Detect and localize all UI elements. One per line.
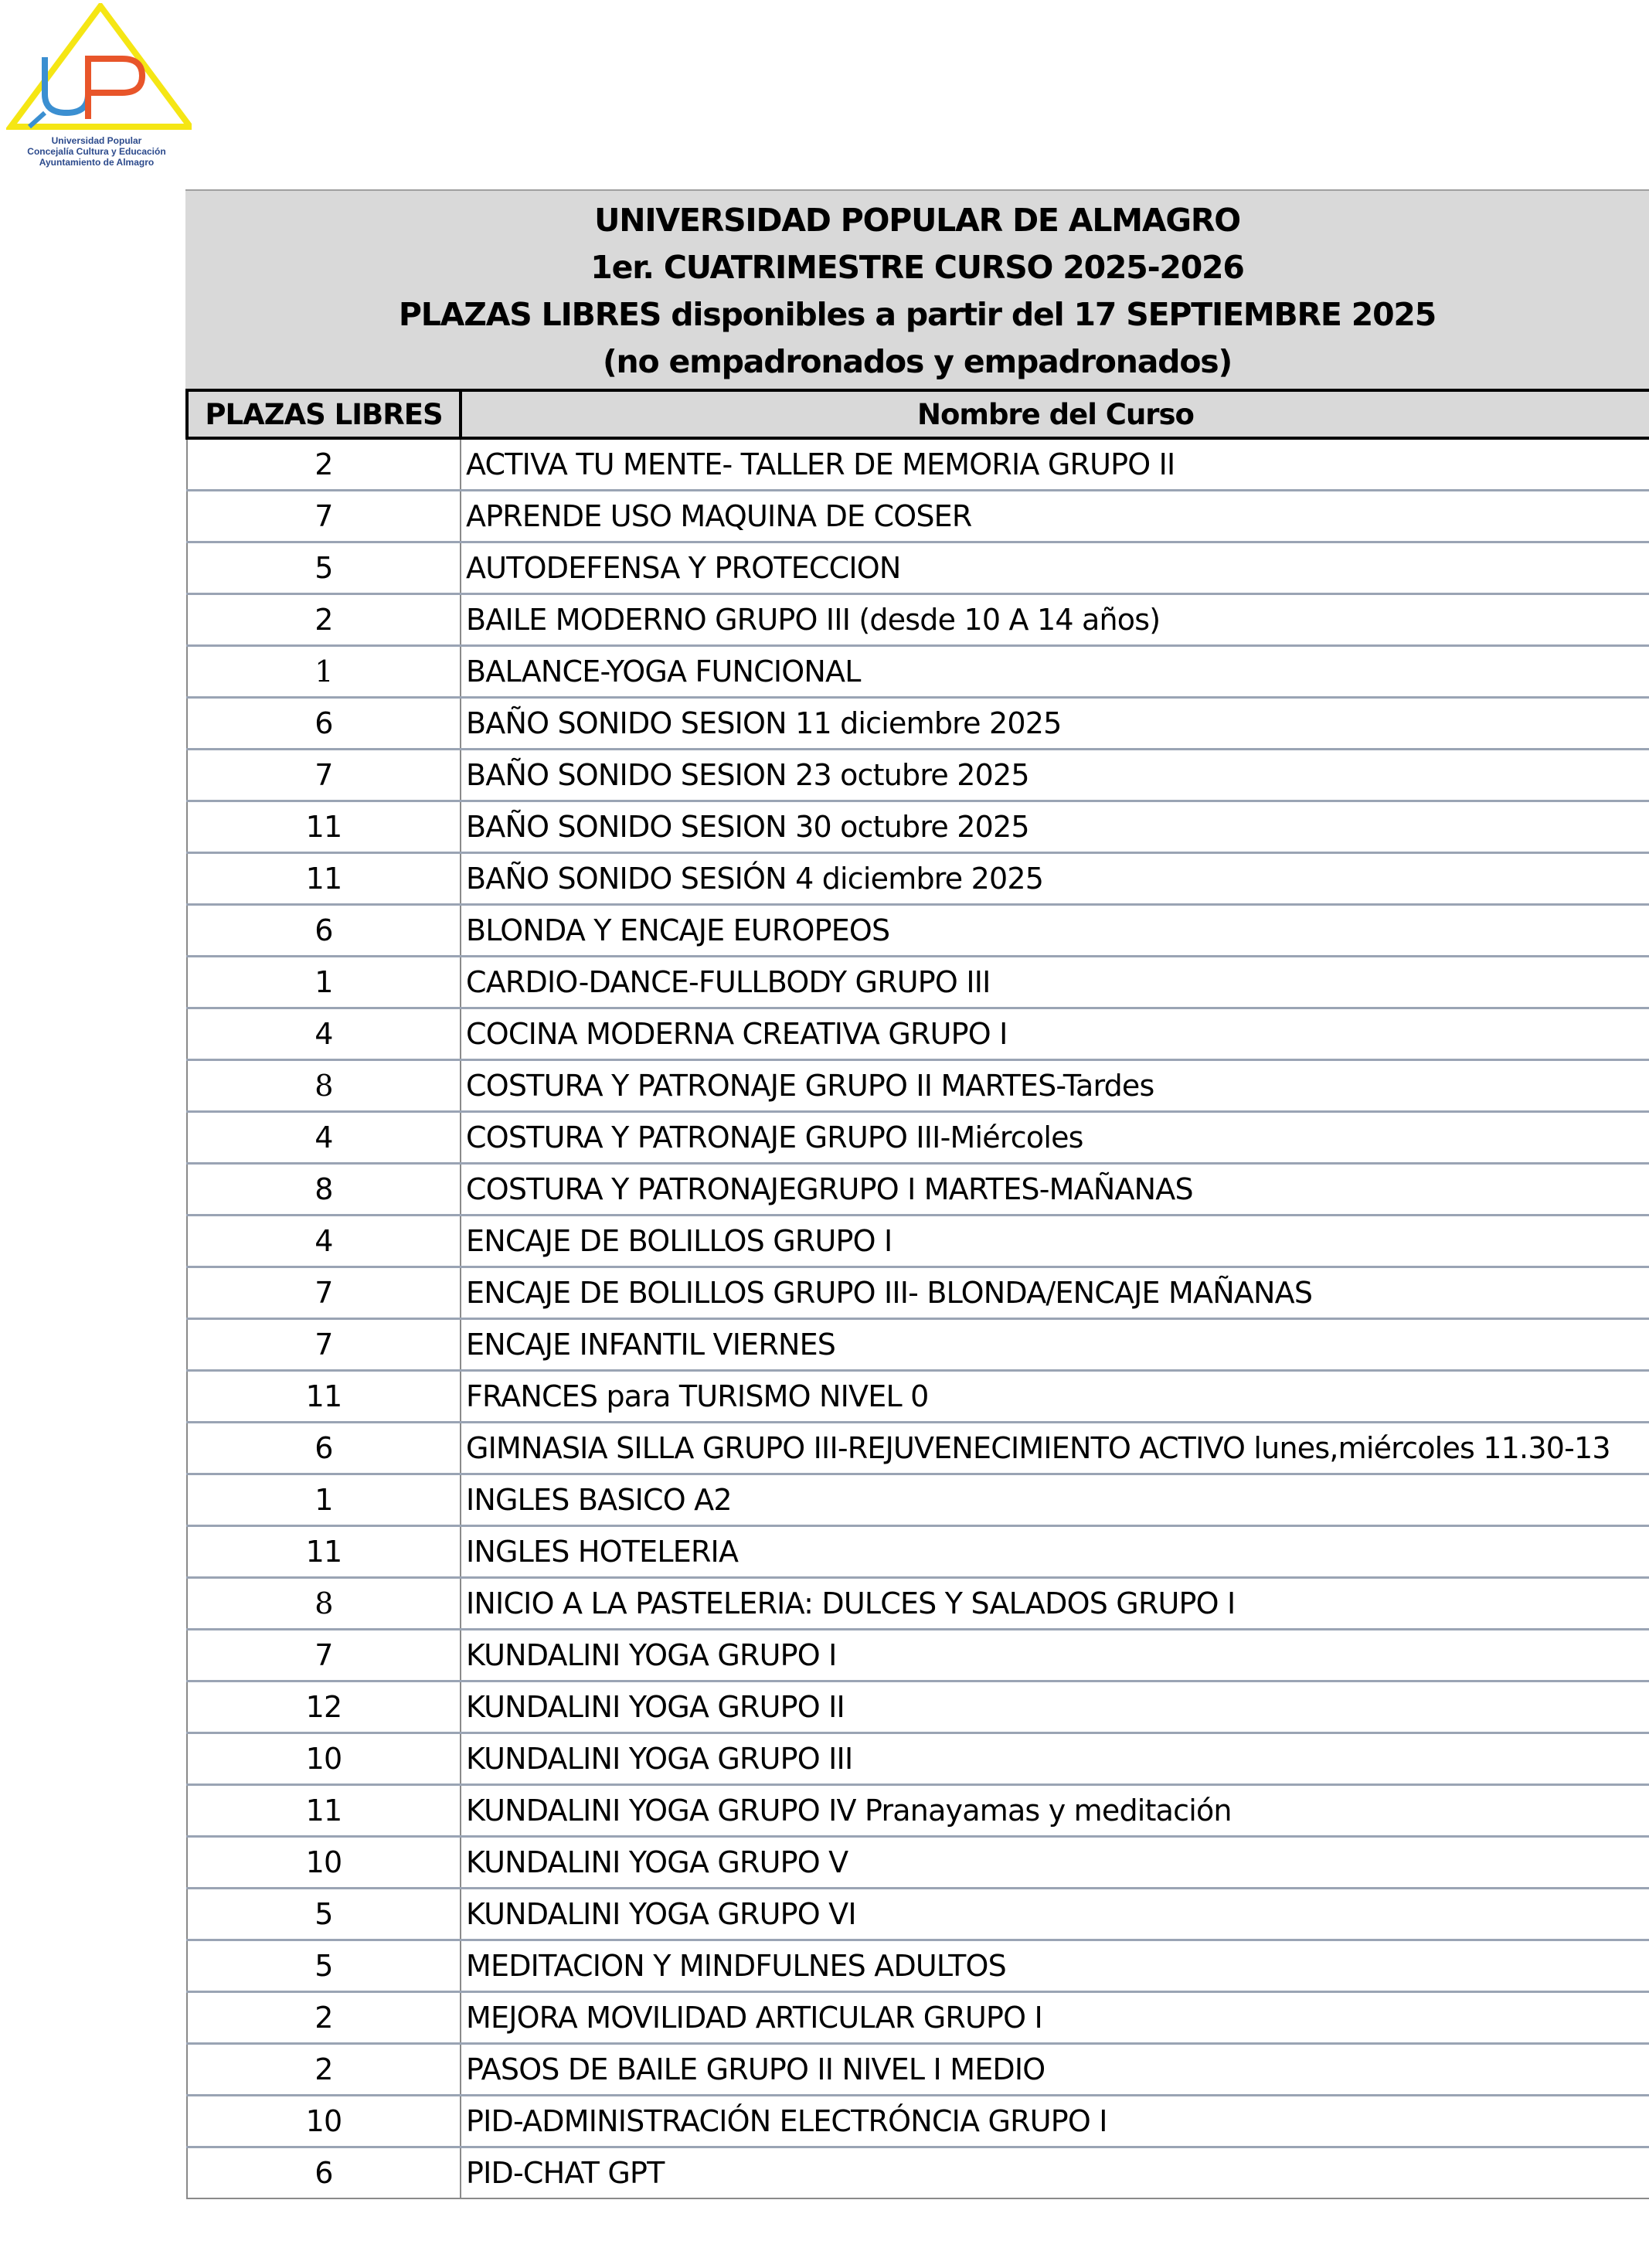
title-line-3: PLAZAS LIBRES disponibles a partir del 17 SEPTIEMBRE 2025 <box>398 296 1436 333</box>
plazas-libres-cell: 5 <box>187 1940 461 1992</box>
plazas-libres-cell: 11 <box>187 1785 461 1837</box>
plazas-libres-cell: 6 <box>187 1423 461 1474</box>
table-row <box>187 1267 1649 1319</box>
table-row <box>187 542 1649 594</box>
nombre-curso-cell: COSTURA Y PATRONAJE GRUPO III-Miércoles <box>461 1112 1649 1164</box>
plazas-libres-cell: 8 <box>187 1164 461 1216</box>
logo-line-3: Ayuntamiento de Almagro <box>39 157 155 168</box>
header-nombre-curso: Nombre del Curso <box>461 390 1649 438</box>
title-line-4: (no empadronados y empadronados) <box>602 343 1232 380</box>
table-row <box>187 1681 1649 1733</box>
table-row <box>187 1164 1649 1216</box>
table-row <box>187 1423 1649 1474</box>
nombre-curso-cell: COCINA MODERNA CREATIVA GRUPO I <box>461 1008 1649 1060</box>
plazas-libres-cell: 4 <box>187 1112 461 1164</box>
plazas-libres-cell: 10 <box>187 1837 461 1889</box>
plazas-libres-cell: 2 <box>187 438 461 491</box>
document <box>185 189 1649 2199</box>
plazas-libres-cell: 2 <box>187 2044 461 2096</box>
nombre-curso-cell: BLONDA Y ENCAJE EUROPEOS <box>461 905 1649 957</box>
nombre-curso-cell: BAILE MODERNO GRUPO III (desde 10 A 14 años) <box>461 594 1649 646</box>
plazas-libres-cell: 7 <box>187 1267 461 1319</box>
table-row <box>187 646 1649 698</box>
nombre-curso-cell: INGLES HOTELERIA <box>461 1526 1649 1578</box>
nombre-curso-cell: BAÑO SONIDO SESION 11 diciembre 2025 <box>461 698 1649 750</box>
nombre-curso-cell: APRENDE USO MAQUINA DE COSER <box>461 491 1649 542</box>
plazas-libres-cell: 7 <box>187 491 461 542</box>
nombre-curso-cell: KUNDALINI YOGA GRUPO IV Pranayamas y meditación <box>461 1785 1649 1837</box>
plazas-libres-cell: 8 <box>187 1060 461 1112</box>
table-row <box>187 2096 1649 2147</box>
title-block <box>185 189 1649 389</box>
logo <box>0 0 193 178</box>
nombre-curso-cell: COSTURA Y PATRONAJE GRUPO II MARTES-Tardes <box>461 1060 1649 1112</box>
table-header-row <box>187 390 1649 438</box>
table-row <box>187 853 1649 905</box>
table-row <box>187 1060 1649 1112</box>
table-row <box>187 1526 1649 1578</box>
table-row <box>187 2147 1649 2199</box>
nombre-curso-cell: INGLES BASICO A2 <box>461 1474 1649 1526</box>
title-line-2: 1er. CUATRIMESTRE CURSO 2025-2026 <box>590 249 1244 286</box>
table-row <box>187 957 1649 1008</box>
table-row <box>187 1630 1649 1681</box>
plazas-libres-cell: 12 <box>187 1681 461 1733</box>
table-row <box>187 698 1649 750</box>
plazas-libres-cell: 4 <box>187 1008 461 1060</box>
nombre-curso-cell: ENCAJE DE BOLILLOS GRUPO III- BLONDA/ENCAJE MAÑANAS <box>461 1267 1649 1319</box>
nombre-curso-cell: PID-ADMINISTRACIÓN ELECTRÓNCIA GRUPO I <box>461 2096 1649 2147</box>
plazas-libres-cell: 6 <box>187 905 461 957</box>
table-row <box>187 1008 1649 1060</box>
plazas-libres-cell: 1 <box>187 646 461 698</box>
nombre-curso-cell: FRANCES para TURISMO NIVEL 0 <box>461 1371 1649 1423</box>
nombre-curso-cell: ENCAJE DE BOLILLOS GRUPO I <box>461 1216 1649 1267</box>
plazas-libres-cell: 1 <box>187 1474 461 1526</box>
nombre-curso-cell: ACTIVA TU MENTE- TALLER DE MEMORIA GRUPO II <box>461 438 1649 491</box>
plazas-libres-cell: 11 <box>187 853 461 905</box>
nombre-curso-cell: GIMNASIA SILLA GRUPO III-REJUVENECIMIENTO ACTIVO lunes,miércoles 11.30-13 <box>461 1423 1649 1474</box>
nombre-curso-cell: BAÑO SONIDO SESION 23 octubre 2025 <box>461 750 1649 801</box>
plazas-libres-cell: 5 <box>187 1889 461 1940</box>
nombre-curso-cell: AUTODEFENSA Y PROTECCION <box>461 542 1649 594</box>
nombre-curso-cell: ENCAJE INFANTIL VIERNES <box>461 1319 1649 1371</box>
plazas-libres-cell: 6 <box>187 698 461 750</box>
plazas-libres-cell: 8 <box>187 1578 461 1630</box>
table-row <box>187 438 1649 491</box>
table-row <box>187 1112 1649 1164</box>
logo-line-2: Concejalía Cultura y Educación <box>27 146 166 157</box>
nombre-curso-cell: BAÑO SONIDO SESION 30 octubre 2025 <box>461 801 1649 853</box>
table-row <box>187 1319 1649 1371</box>
title-line-1: UNIVERSIDAD POPULAR DE ALMAGRO <box>594 202 1240 239</box>
table-row <box>187 801 1649 853</box>
plazas-libres-cell: 7 <box>187 1319 461 1371</box>
nombre-curso-cell: KUNDALINI YOGA GRUPO VI <box>461 1889 1649 1940</box>
plazas-libres-cell: 4 <box>187 1216 461 1267</box>
table-row <box>187 1578 1649 1630</box>
plazas-libres-cell: 11 <box>187 1371 461 1423</box>
table-row <box>187 1474 1649 1526</box>
table-row <box>187 491 1649 542</box>
table-row <box>187 1889 1649 1940</box>
nombre-curso-cell: MEJORA MOVILIDAD ARTICULAR GRUPO I <box>461 1992 1649 2044</box>
nombre-curso-cell: KUNDALINI YOGA GRUPO II <box>461 1681 1649 1733</box>
table-row <box>187 1216 1649 1267</box>
header-plazas-libres: PLAZAS LIBRES <box>187 390 461 438</box>
nombre-curso-cell: KUNDALINI YOGA GRUPO V <box>461 1837 1649 1889</box>
logo-line-1: Universidad Popular <box>51 135 142 146</box>
plazas-libres-cell: 10 <box>187 2096 461 2147</box>
table-row <box>187 750 1649 801</box>
plazas-libres-cell: 7 <box>187 1630 461 1681</box>
plazas-libres-cell: 10 <box>187 1733 461 1785</box>
courses-table <box>185 389 1649 2199</box>
table-row <box>187 1733 1649 1785</box>
plazas-libres-cell: 2 <box>187 1992 461 2044</box>
plazas-libres-cell: 2 <box>187 594 461 646</box>
table-body <box>187 438 1649 2198</box>
nombre-curso-cell: BAÑO SONIDO SESIÓN 4 diciembre 2025 <box>461 853 1649 905</box>
plazas-libres-cell: 11 <box>187 801 461 853</box>
table-row <box>187 905 1649 957</box>
plazas-libres-cell: 11 <box>187 1526 461 1578</box>
table-row <box>187 1785 1649 1837</box>
plazas-libres-cell: 1 <box>187 957 461 1008</box>
table-row <box>187 1837 1649 1889</box>
table-row <box>187 1940 1649 1992</box>
nombre-curso-cell: KUNDALINI YOGA GRUPO III <box>461 1733 1649 1785</box>
nombre-curso-cell: COSTURA Y PATRONAJEGRUPO I MARTES-MAÑANAS <box>461 1164 1649 1216</box>
nombre-curso-cell: BALANCE-YOGA FUNCIONAL <box>461 646 1649 698</box>
table-row <box>187 1992 1649 2044</box>
nombre-curso-cell: PASOS DE BAILE GRUPO II NIVEL I MEDIO <box>461 2044 1649 2096</box>
nombre-curso-cell: CARDIO-DANCE-FULLBODY GRUPO III <box>461 957 1649 1008</box>
up-logo-icon <box>6 3 192 134</box>
plazas-libres-cell: 5 <box>187 542 461 594</box>
plazas-libres-cell: 7 <box>187 750 461 801</box>
plazas-libres-cell: 6 <box>187 2147 461 2199</box>
table-row <box>187 2044 1649 2096</box>
table-row <box>187 594 1649 646</box>
nombre-curso-cell: MEDITACION Y MINDFULNES ADULTOS <box>461 1940 1649 1992</box>
nombre-curso-cell: INICIO A LA PASTELERIA: DULCES Y SALADOS GRUPO I <box>461 1578 1649 1630</box>
table-row <box>187 1371 1649 1423</box>
nombre-curso-cell: KUNDALINI YOGA GRUPO I <box>461 1630 1649 1681</box>
nombre-curso-cell: PID-CHAT GPT <box>461 2147 1649 2199</box>
